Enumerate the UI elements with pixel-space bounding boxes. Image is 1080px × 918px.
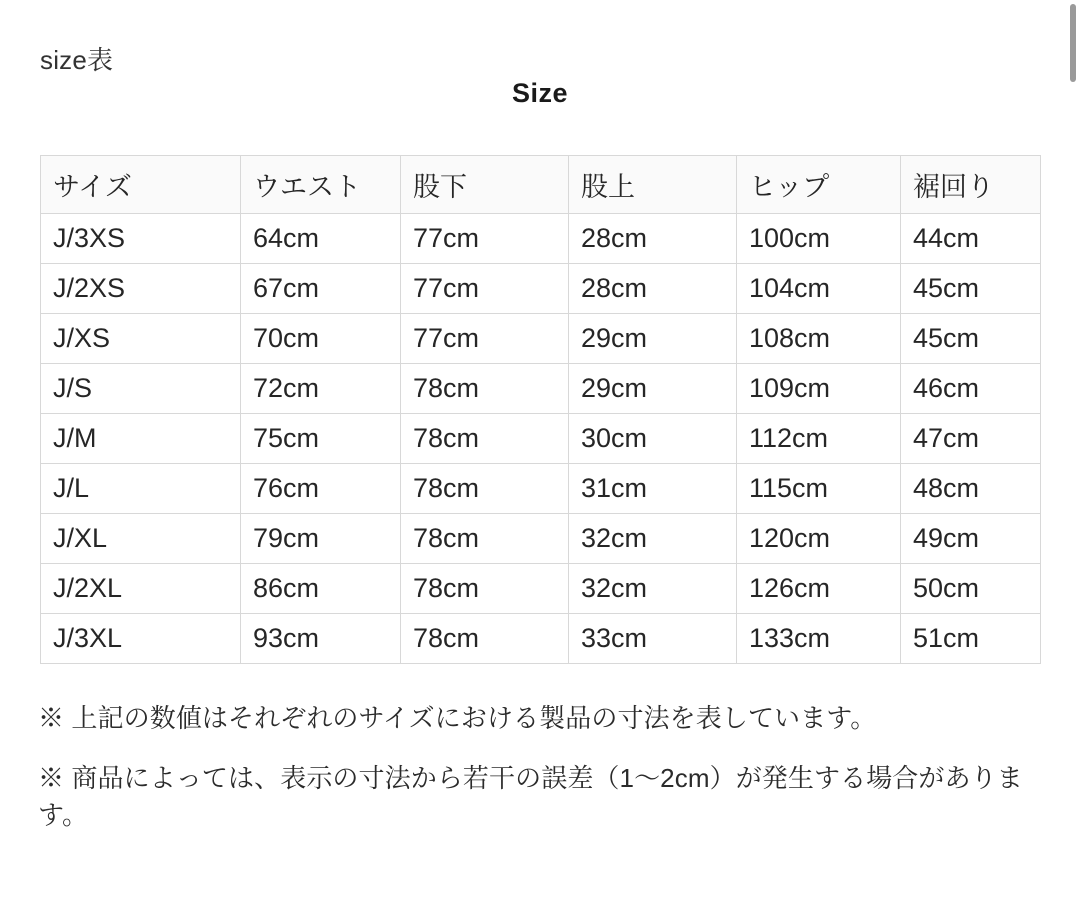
cell-size: J/3XL [41,614,241,664]
column-header-hem: 裾回り [901,156,1041,214]
cell-hem: 46cm [901,364,1041,414]
cell-hem: 48cm [901,464,1041,514]
column-header-hip: ヒップ [737,156,901,214]
cell-inseam: 78cm [401,364,569,414]
cell-waist: 70cm [241,314,401,364]
cell-hem: 49cm [901,514,1041,564]
cell-hem: 45cm [901,264,1041,314]
cell-size: J/2XL [41,564,241,614]
table-row [41,364,1041,414]
cell-waist: 75cm [241,414,401,464]
cell-rise: 29cm [569,364,737,414]
cell-rise: 31cm [569,464,737,514]
cell-hip: 126cm [737,564,901,614]
size-table [40,155,1041,664]
cell-size: J/XS [41,314,241,364]
cell-size: J/3XS [41,214,241,264]
cell-rise: 33cm [569,614,737,664]
cell-hip: 109cm [737,364,901,414]
cell-size: J/S [41,364,241,414]
cell-hem: 47cm [901,414,1041,464]
cell-waist: 64cm [241,214,401,264]
cell-rise: 29cm [569,314,737,364]
vertical-scrollbar[interactable] [1070,4,1076,82]
cell-inseam: 78cm [401,414,569,464]
cell-hip: 100cm [737,214,901,264]
cell-hip: 115cm [737,464,901,514]
cell-rise: 32cm [569,514,737,564]
cell-rise: 28cm [569,214,737,264]
cell-hem: 50cm [901,564,1041,614]
cell-inseam: 77cm [401,264,569,314]
table-row [41,464,1041,514]
cell-inseam: 78cm [401,564,569,614]
cell-rise: 30cm [569,414,737,464]
section-label: size表 [40,45,114,75]
notes-section [38,700,1038,857]
cell-waist: 67cm [241,264,401,314]
cell-waist: 86cm [241,564,401,614]
table-row [41,614,1041,664]
cell-size: J/M [41,414,241,464]
table-row [41,214,1041,264]
cell-size: J/XL [41,514,241,564]
cell-waist: 72cm [241,364,401,414]
table-row [41,314,1041,364]
cell-inseam: 77cm [401,314,569,364]
column-header-waist: ウエスト [241,156,401,214]
table-row [41,264,1041,314]
cell-hip: 133cm [737,614,901,664]
column-header-inseam: 股下 [401,156,569,214]
cell-hem: 44cm [901,214,1041,264]
cell-hem: 51cm [901,614,1041,664]
table-row [41,564,1041,614]
cell-hip: 112cm [737,414,901,464]
cell-hip: 120cm [737,514,901,564]
page-title: Size [511,78,569,108]
cell-inseam: 77cm [401,214,569,264]
cell-waist: 93cm [241,614,401,664]
note-tolerance: ※ 商品によっては、表示の寸法から若干の誤差（1〜2cm）が発生する場合があります。 [38,762,1023,831]
cell-waist: 76cm [241,464,401,514]
cell-waist: 79cm [241,514,401,564]
table-row [41,514,1041,564]
column-header-rise: 股上 [569,156,737,214]
table-row [41,414,1041,464]
cell-inseam: 78cm [401,464,569,514]
cell-inseam: 78cm [401,514,569,564]
cell-size: J/L [41,464,241,514]
column-header-size: サイズ [41,156,241,214]
size-table-container [40,155,1040,664]
table-body [41,214,1041,664]
table-header [41,156,1041,214]
cell-hem: 45cm [901,314,1041,364]
note-measurements: ※ 上記の数値はそれぞれのサイズにおける製品の寸法を表しています。 [38,703,877,733]
table-header-row [41,156,1041,214]
cell-rise: 28cm [569,264,737,314]
cell-hip: 108cm [737,314,901,364]
cell-size: J/2XS [41,264,241,314]
cell-rise: 32cm [569,564,737,614]
cell-inseam: 78cm [401,614,569,664]
cell-hip: 104cm [737,264,901,314]
